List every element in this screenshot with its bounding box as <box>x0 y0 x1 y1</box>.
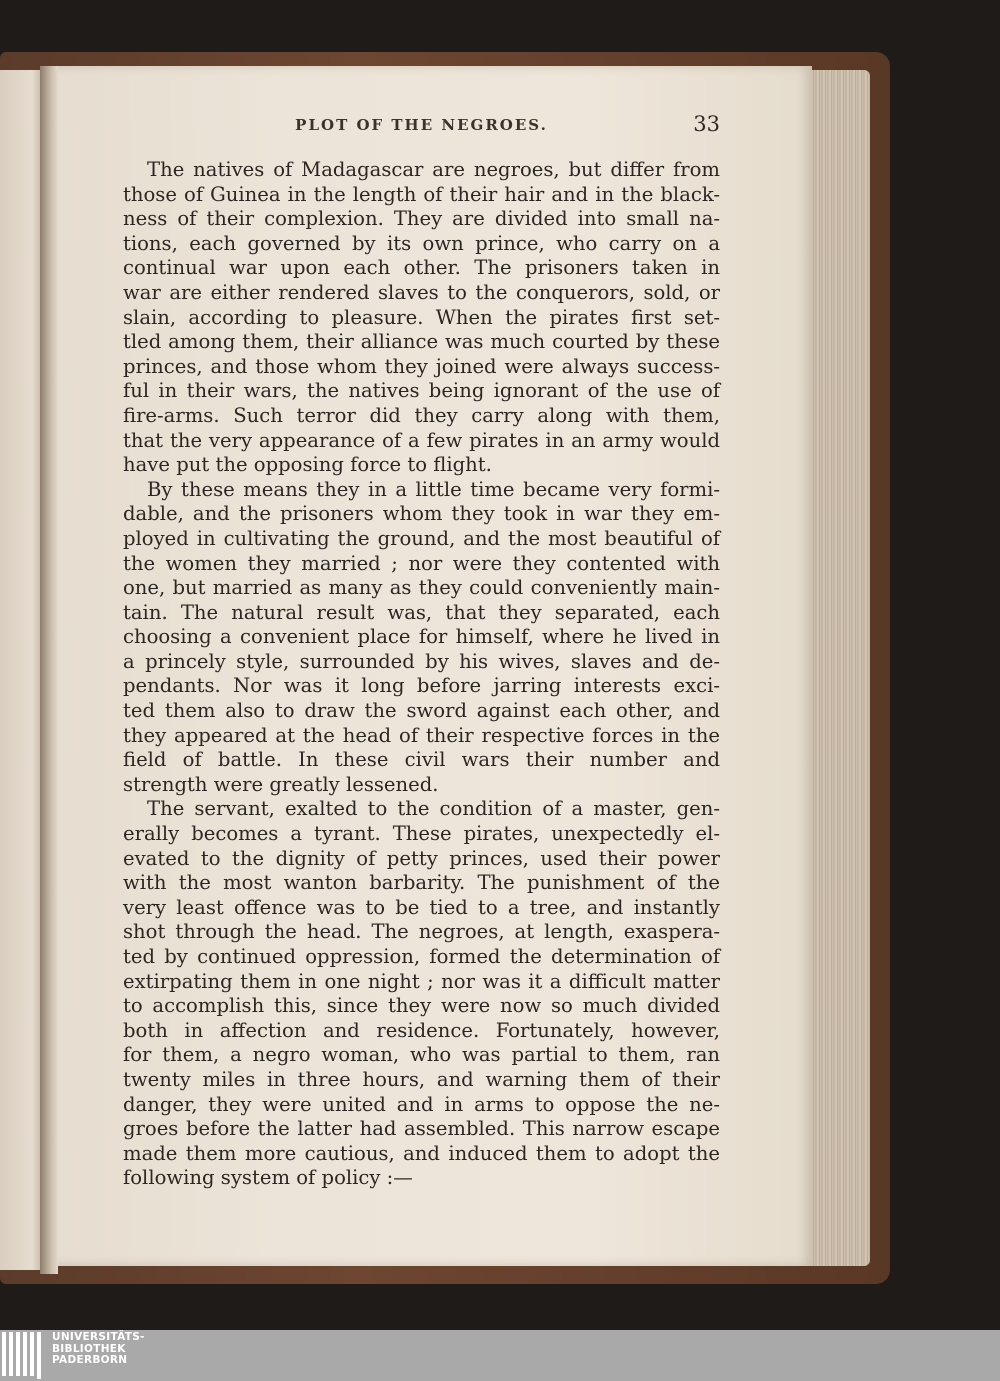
paragraph <box>123 158 720 478</box>
text-line: for them, a negro woman, who was partial to them, ran <box>123 1043 720 1067</box>
text-line: very least offence was to be tied to a tree, and instantly <box>123 895 720 919</box>
text-line: pendants. Nor was it long before jarring interests exci- <box>123 674 720 698</box>
text-line: dable, and the prisoners whom they took in war they em- <box>123 502 720 526</box>
text-line: strength were greatly lessened. <box>123 772 439 796</box>
text-line: one, but married as many as they could conveniently main- <box>123 576 720 600</box>
running-title: PLOT OF THE NEGROES. <box>295 116 548 134</box>
body-text <box>123 158 720 1191</box>
text-line: groes before the latter had assembled. This narrow escape <box>123 1117 720 1141</box>
text-line: choosing a convenient place for himself, where he lived in <box>123 625 720 649</box>
text-line: have put the opposing force to flight. <box>123 453 492 477</box>
text-line: slain, according to pleasure. When the pirates first set- <box>123 305 720 329</box>
text-line: that the very appearance of a few pirates in an army would <box>123 428 720 452</box>
text-line: those of Guinea in the length of their hair and in the black- <box>123 182 720 206</box>
page-header <box>123 112 720 140</box>
text-line: tions, each governed by its own prince, who carry on a <box>123 231 720 255</box>
text-line: war are either rendered slaves to the conquerors, sold, or <box>123 280 720 304</box>
text-line: the women they married ; nor were they contented with <box>123 551 720 575</box>
text-line: fire-arms. Such terror did they carry along with them, <box>123 403 720 427</box>
logo-line: BIBLIOTHEK <box>52 1342 126 1355</box>
gutter-shadow <box>40 66 58 1274</box>
text-line: a princely style, surrounded by his wives, slaves and de- <box>123 649 720 673</box>
text-line: ful in their wars, the natives being ignorant of the use of <box>123 379 720 403</box>
paragraph <box>123 478 720 798</box>
text-line: to accomplish this, since they were now so much divided <box>123 994 720 1018</box>
text-line: shot through the head. The negroes, at length, exaspera- <box>123 920 720 944</box>
library-logo-text <box>52 1332 145 1367</box>
text-line: danger, they were united and in arms to oppose the ne- <box>123 1092 720 1116</box>
text-line: tled among them, their alliance was much courted by these <box>123 330 720 354</box>
paragraph <box>123 797 720 1191</box>
text-line: ness of their complexion. They are divided into small na- <box>123 207 720 231</box>
text-line: made them more cautious, and induced them to adopt the <box>123 1141 720 1165</box>
text-line: twenty miles in three hours, and warning them of their <box>123 1067 720 1091</box>
text-line: ted by continued oppression, formed the determination of <box>123 945 720 968</box>
logo-line: UNIVERSITÄTS- <box>52 1331 145 1343</box>
library-footer <box>0 1330 1000 1381</box>
text-line: princes, and those whom they joined were always success- <box>123 354 720 378</box>
text-line: The natives of Madagascar are negroes, but differ from <box>147 158 720 181</box>
text-line: extirpating them in one night ; nor was it a difficult matter <box>123 969 720 993</box>
text-line: with the most wanton barbarity. The punishment of the <box>123 871 720 895</box>
text-line: both in affection and residence. Fortunately, however, <box>123 1018 720 1042</box>
text-line: tain. The natural result was, that they separated, each <box>123 600 720 624</box>
library-logo-icon <box>2 1332 46 1379</box>
text-line: The servant, exalted to the condition of a master, gen- <box>147 797 720 821</box>
text-line: they appeared at the head of their respective forces in the <box>123 723 720 747</box>
text-line: following system of policy :— <box>123 1166 413 1190</box>
text-line: ployed in cultivating the ground, and the most beautiful of <box>123 526 720 550</box>
text-line: continual war upon each other. The prisoners taken in <box>123 256 720 280</box>
text-line: evated to the dignity of petty princes, used their power <box>123 846 720 870</box>
page-edges <box>808 70 870 1266</box>
page-number: 33 <box>693 112 720 136</box>
text-line: erally becomes a tyrant. These pirates, unexpectedly el- <box>123 822 720 846</box>
text-line: By these means they in a little time became very formi- <box>147 477 720 501</box>
text-line: field of battle. In these civil wars their number and <box>123 748 720 772</box>
text-line: ted them also to draw the sword against each other, and <box>123 699 720 723</box>
logo-line: PADERBORN <box>52 1354 128 1366</box>
